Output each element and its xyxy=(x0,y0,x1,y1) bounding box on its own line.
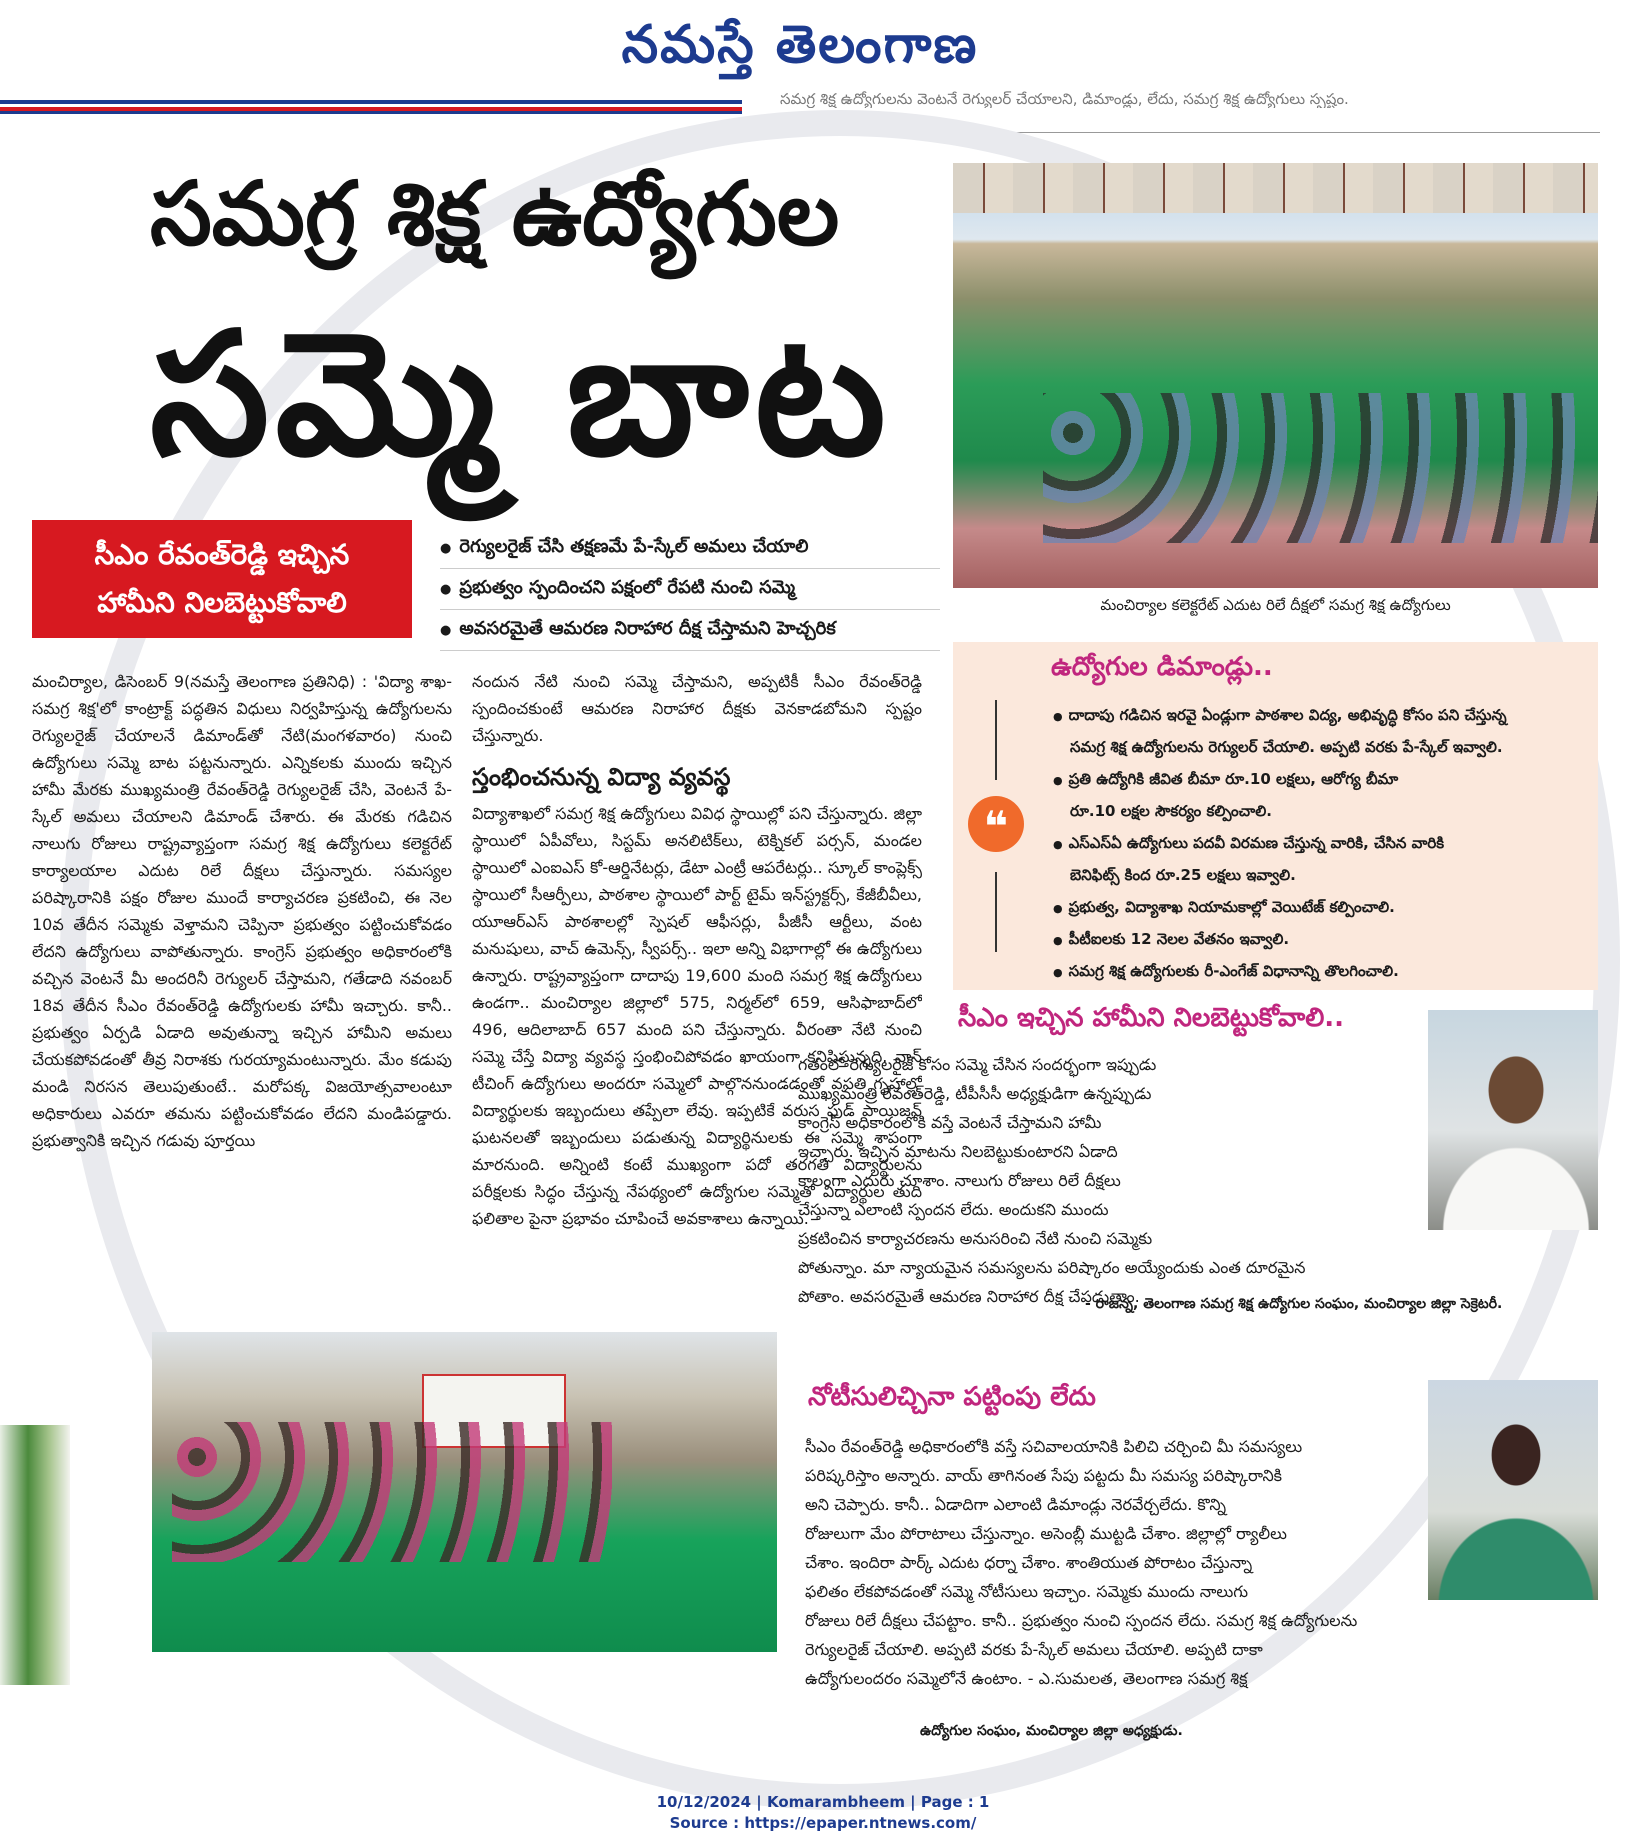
demand-item: ● పీటీఐలకు 12 నెలల వేతనం ఇవ్వాలి. xyxy=(1053,924,1593,956)
quote-icon: ❝ xyxy=(968,796,1024,852)
plant-photo-edge xyxy=(0,1425,70,1685)
quote-line: చేస్తున్నా ఎలాంటి స్పందన లేదు. అందుకని ముందు xyxy=(798,1200,1109,1219)
demand-item-continued: బెనిఫిట్స్ కింద రూ.25 లక్షలు ఇవ్వాలి. xyxy=(1070,866,1296,884)
seated-protesters xyxy=(1043,393,1598,543)
headline-line-1: సమగ్ర శిక్ష ఉద్యోగుల xyxy=(150,162,840,265)
quote-line: కాంగ్రెస్ అధికారంలోకి వస్తే వెంటనే చేస్తామని హామీ xyxy=(798,1113,1102,1132)
notice-box-signature: ఉద్యోగుల సంఘం, మంచిర్యాల జిల్లా అధ్యక్షుడు. xyxy=(920,1723,1183,1739)
demand-item-continued: రూ.10 లక్షల సౌకర్యం కల్పించాలి. xyxy=(1070,802,1272,820)
stripe-blue-2 xyxy=(0,111,742,114)
notice-box-quote xyxy=(805,1432,1425,1693)
quote-line: ఉద్యోగులందరం సమ్మెలోనే ఉంటాం. - ఎ.సుమలత, తెలంగాణ సమగ్ర శిక్ష xyxy=(805,1669,1248,1688)
headline-line-2: సమ్మె బాట xyxy=(150,296,892,494)
quote-line: చేశాం. ఇందిరా పార్క్ ఎదుట ధర్నా చేశాం. శాంతియుత పోరాటం చేస్తున్నా xyxy=(805,1553,1253,1572)
quote-line: ఇచ్చారు. ఇచ్చిన మాటను నిలబెట్టుకుంటారని ఏడాది xyxy=(798,1142,1118,1161)
portrait-sumalatha xyxy=(1428,1380,1598,1600)
highlight-bullet: ● అవసరమైతే ఆమరణ నిరాహార దీక్ష చేస్తామని హెచ్చరిక xyxy=(440,610,940,651)
page-footer xyxy=(0,1792,1646,1834)
quote-line: ఫలితం లేకపోవడంతో సమ్మె నోటీసులు ఇచ్చాం. సమ్మెకు ముందు నాలుగు xyxy=(805,1582,1249,1601)
demand-item: ● ప్రభుత్వ, విద్యాశాఖ నియామకాల్లో వెయిటేజ్ కల్పించాలి. xyxy=(1053,892,1593,924)
tent-canopy xyxy=(953,163,1598,213)
previous-article-clipped-text: సమగ్ర శిక్ష ఉద్యోగులను వెంటనే రెగ్యులర్ చేయాలని, డిమాండ్లు, లేదు, సమగ్ర శిక్ష ఉద్యోగులు స్పష్టం. xyxy=(780,90,1349,108)
seated-women-protesters xyxy=(172,1422,612,1562)
demand-item: ● సమగ్ర శిక్ష ఉద్యోగులకు రీ-ఎంగేజ్ విధానాన్ని తొలగించాలి. xyxy=(1053,956,1593,988)
highlight-bullets xyxy=(440,528,940,651)
quote-line: గతంలో రెగ్యులరైజ్ కోసం సమ్మె చేసిన సందర్భంగా ఇప్పుడు xyxy=(798,1055,1157,1074)
demands-list xyxy=(1053,700,1593,988)
red-subhead-line-2: హామీని నిలబెట్టుకోవాలి xyxy=(97,586,347,619)
quote-line: సీఎం రేవంత్‌రెడ్డి అధికారంలోకి వస్తే సచివాలయానికి పిలిచి చర్చించి మీ సమస్యలు xyxy=(805,1437,1303,1456)
quote-line-top xyxy=(995,700,997,780)
red-subhead-box xyxy=(32,520,412,638)
quote-line: అని చెప్పారు. కానీ.. ఏడాదిగా ఎలాంటి డిమాండ్లు నెరవేర్చలేదు. కొన్ని xyxy=(805,1495,1227,1514)
quote-line: రెగ్యులరైజ్ చేయాలి. అప్పటి వరకు పే-స్కేల్ అమలు చేయాలి. అప్పటి దాకా xyxy=(805,1640,1263,1659)
demands-title: ఉద్యోగుల డిమాండ్లు.. xyxy=(1051,652,1273,682)
quote-line-bottom xyxy=(995,872,997,952)
quote-line: రోజులు రిలే దీక్షలు చేపట్టాం. కానీ.. ప్రభుత్వం నుంచి స్పందన లేదు. సమగ్ర శిక్ష ఉద్యోగులను xyxy=(805,1611,1358,1630)
quote-line: ముఖ్యమంత్రి రేవంత్‌రెడ్డి, టీపీసీసీ అధ్యక్షుడిగా ఉన్నప్పుడు xyxy=(798,1084,1152,1103)
article-column-2-body: విద్యాశాఖలో సమగ్ర శిక్ష ఉద్యోగులు వివిధ స్థాయిల్లో పని చేస్తున్నారు. జిల్లా స్థాయిలో ఏపీవోలు, సిస్టమ్ అనలిటిక్‌లు, టెక్నికల్ పర్సన్, మండల స్థాయిలో ఎంఐఎస్ కో-ఆర్డినేటర్లు, డేటా ఎంట్రీ ఆపరేటర్లు.. స్కూల్ కాంప్లెక్స్ స్థాయిలో సీఆర్పీలు, పాఠశాల స్థాయిలో పార్ట్ టైమ్ ఇన్‌స్ట్రక్టర్స్, కేజీబీవీలు, యూఆర్‌ఎస్ పాఠశాలల్లో స్పెషల్ ఆఫీసర్లు, పీజీసీ ఆర్టీలు, వంట మనుషులు, వాచ్ ఉమెన్స్, స్వీపర్స్.. ఇలా అన్ని విభాగాల్లో ఈ ఉద్యోగులు ఉన్నారు. రాష్ట్రవ్యాప్తంగా దాదాపు 19,600 మంది సమగ్ర శిక్ష ఉద్యోగులు ఉండగా.. మంచిర్యాల జిల్లాలో 575, నిర్మల్‌లో 659, ఆసిఫాబాద్‌లో 496, ఆదిలాబాద్ 657 మంది పని చేస్తున్నారు. వీరంతా నేటి నుంచి సమ్మె చేస్తే విద్యా వ్యవస్థ స్తంభించిపోవడం ఖాయంగా కనిపిస్తున్నది. నాన్ టీచింగ్ ఉద్యోగులు అందరూ సమ్మెలో పాల్గొననుండడంతో వసతి గృహాల్లో విద్యార్థులకు ఇబ్బందులు తప్పేలా లేవు. ఇప్పటికే వరుస ఫుడ్ పాయిజన్ ఘటనలతో ఇబ్బందులు పడుతున్న విద్యార్థినులకు ఈ సమ్మె శాపంగా మారనుంది. అన్నింటి కంటే ముఖ్యంగా పదో తరగతి విద్యార్థులను పరీక్షలకు సిద్ధం చేస్తున్న నేపథ్యంలో ఉద్యోగుల సమ్మెతో విద్యార్థుల తుది ఫలితాల పైనా ప్రభావం చూపించే అవకాశాలు ఉన్నాయి. xyxy=(472,804,922,1228)
protest-photo-women xyxy=(152,1332,777,1652)
article-subheading: స్తంభించనున్న విద్యా వ్యవస్థ xyxy=(472,763,731,791)
quote-line: ప్రకటించిన కార్యాచరణను అనుసరించి నేటి నుంచి సమ్మెకు xyxy=(798,1229,1153,1248)
quote-line: రోజులుగా మేం పోరాటాలు చేస్తున్నాం. అసెంబ్లీ ముట్టడి చేశాం. జిల్లాల్లో ర్యాలీలు xyxy=(805,1524,1287,1543)
demand-item: ● ప్రతి ఉద్యోగికి జీవిత బీమా రూ.10 లక్షలు, ఆరోగ్య బీమా xyxy=(1053,764,1593,796)
footer-edition-info: 10/12/2024 | Komarambheem | Page : 1 xyxy=(656,1793,990,1811)
masthead-stripes xyxy=(0,100,742,114)
footer-source-link[interactable]: Source : https://epaper.ntnews.com/ xyxy=(669,1814,977,1832)
cm-box-title: సీఎం ఇచ్చిన హామీని నిలబెట్టుకోవాలి.. xyxy=(958,1003,1345,1033)
demands-box xyxy=(953,642,1598,990)
masthead xyxy=(0,0,1646,80)
cm-box-quote xyxy=(798,1050,1438,1311)
cm-box-signature: - రాజన్న, తెలంగాణ సమగ్ర శిక్ష ఉద్యోగుల సంఘం, మంచిర్యాల జిల్లా సెక్రెటరీ. xyxy=(1085,1296,1503,1312)
notice-box-title: నోటీసులిచ్చినా పట్టింపు లేదు xyxy=(808,1382,1096,1412)
red-subhead-line-1: సీఎం రేవంత్‌రెడ్డి ఇచ్చిన xyxy=(94,538,350,571)
highlight-bullet: ● రెగ్యులరైజ్ చేసి తక్షణమే పే-స్కేల్ అమలు చేయాలి xyxy=(440,528,940,569)
protest-photo-collectorate xyxy=(953,163,1598,588)
article-column-1: మంచిర్యాల, డిసెంబర్ 9(నమస్తే తెలంగాణ ప్రతినిధి) : 'విద్యా శాఖ-సమగ్ర శిక్ష'లో కాంట్రాక్ట్ పద్ధతిన విధులు నిర్వహిస్తున్న ఉద్యోగులను రెగ్యులరైజ్ చేయాలనే డిమాండ్‌తో నేటి(మంగళవారం) నుంచి ఉద్యోగులు సమ్మె బాట పట్టనున్నారు. ఎన్నికలకు ముందు ఇచ్చిన హామీ మేరకు ముఖ్యమంత్రి రేవంత్‌రెడ్డి రెగ్యులరైజ్ చేసి, వెంటనే పే-స్కేల్ అమలు చేయాలని డిమాండ్ చేశారు. ఈ మేరకు గడిచిన నాలుగు రోజులు రాష్ట్రవ్యాప్తంగా సమగ్ర శిక్ష ఉద్యోగులు కలెక్టరేట్ కార్యాలయాల ఎదుట రిలే దీక్షలు చేస్తున్నారు. సమస్యల పరిష్కారానికి పక్షం రోజుల ముందే కార్యాచరణ ప్రకటించి, ఈ నెల 10వ తేదీన సమ్మెకు వెళ్తామని చెప్పినా ప్రభుత్వం పట్టించుకోవడం లేదని ఉద్యోగులు వాపోతున్నారు. కాంగ్రెస్ ప్రభుత్వం అధికారంలోకి వచ్చిన వెంటనే మీ అందరినీ రెగ్యులర్ చేస్తామని, గతేడాది నవంబర్ 18వ తేదీన సీఎం రేవంత్‌రెడ్డి ఉద్యోగులకు హామీ ఇచ్చారు. కానీ.. ప్రభుత్వం ఏర్పడి ఏడాది అవుతున్నా ఇచ్చిన హామీని అమలు చేయకపోవడంతో తీవ్ర నిరాశకు గురయ్యామంటున్నారు. మేం కడుపు మండి నిరసన తెలుపుతుంటే.. మరోపక్క విజయోత్సవాలంటూ అధికారులు ఎవరూ తమను పట్టించుకోవడం లేదని మండిపడ్డారు. ప్రభుత్వానికి ఇచ్చిన గడువు పూర్తయి xyxy=(32,672,452,1150)
quote-line: పోతున్నాం. మా న్యాయమైన సమస్యలను పరిష్కారం అయ్యేందుకు ఎంత దూరమైన xyxy=(798,1258,1306,1277)
article-column-2-intro: నందున నేటి నుంచి సమ్మె చేస్తామని, అప్పటికీ సీఎం రేవంత్‌రెడ్డి స్పందించకుంటే ఆమరణ నిరాహార దీక్షకు వెనకాడబోమని స్పష్టం చేస్తున్నారు. xyxy=(472,672,922,745)
quote-line: పోతాం. అవసరమైతే ఆమరణ నిరాహార దీక్ష చేపడుతాం. xyxy=(798,1287,1140,1306)
portrait-rajanna xyxy=(1428,1010,1598,1230)
quote-line: పరిష్కరిస్తాం అన్నారు. వాయ్ తాగినంత సేపు పట్టదు మీ సమస్య పరిష్కారానికి xyxy=(805,1466,1283,1485)
photo-caption: మంచిర్యాల కలెక్టరేట్ ఎదుట రిలే దీక్షలో సమగ్ర శిక్ష ఉద్యోగులు xyxy=(1100,596,1451,614)
demand-item: ● ఎస్‌ఎస్‌ఏ ఉద్యోగులు పదవీ విరమణ చేస్తున్న వారికి, చేసిన వారికి xyxy=(1053,828,1593,860)
newspaper-logo: నమస్తే తెలంగాణ xyxy=(621,14,979,75)
demand-item-continued: సమగ్ర శిక్ష ఉద్యోగులను రెగ్యులర్ చేయాలి. అప్పటి వరకు పే-స్కేల్ ఇవ్వాలి. xyxy=(1070,738,1503,756)
demand-item: ● దాదాపు గడిచిన ఇరవై ఏండ్లుగా పాఠశాల విద్య, అభివృద్ధి కోసం పని చేస్తున్న xyxy=(1053,700,1593,732)
quote-line: కాలంగా ఎదురు చూశాం. నాలుగు రోజులు రిలే దీక్షలు xyxy=(798,1171,1121,1190)
highlight-bullet: ● ప్రభుత్వం స్పందించని పక్షంలో రేపటి నుంచి సమ్మె xyxy=(440,569,940,610)
